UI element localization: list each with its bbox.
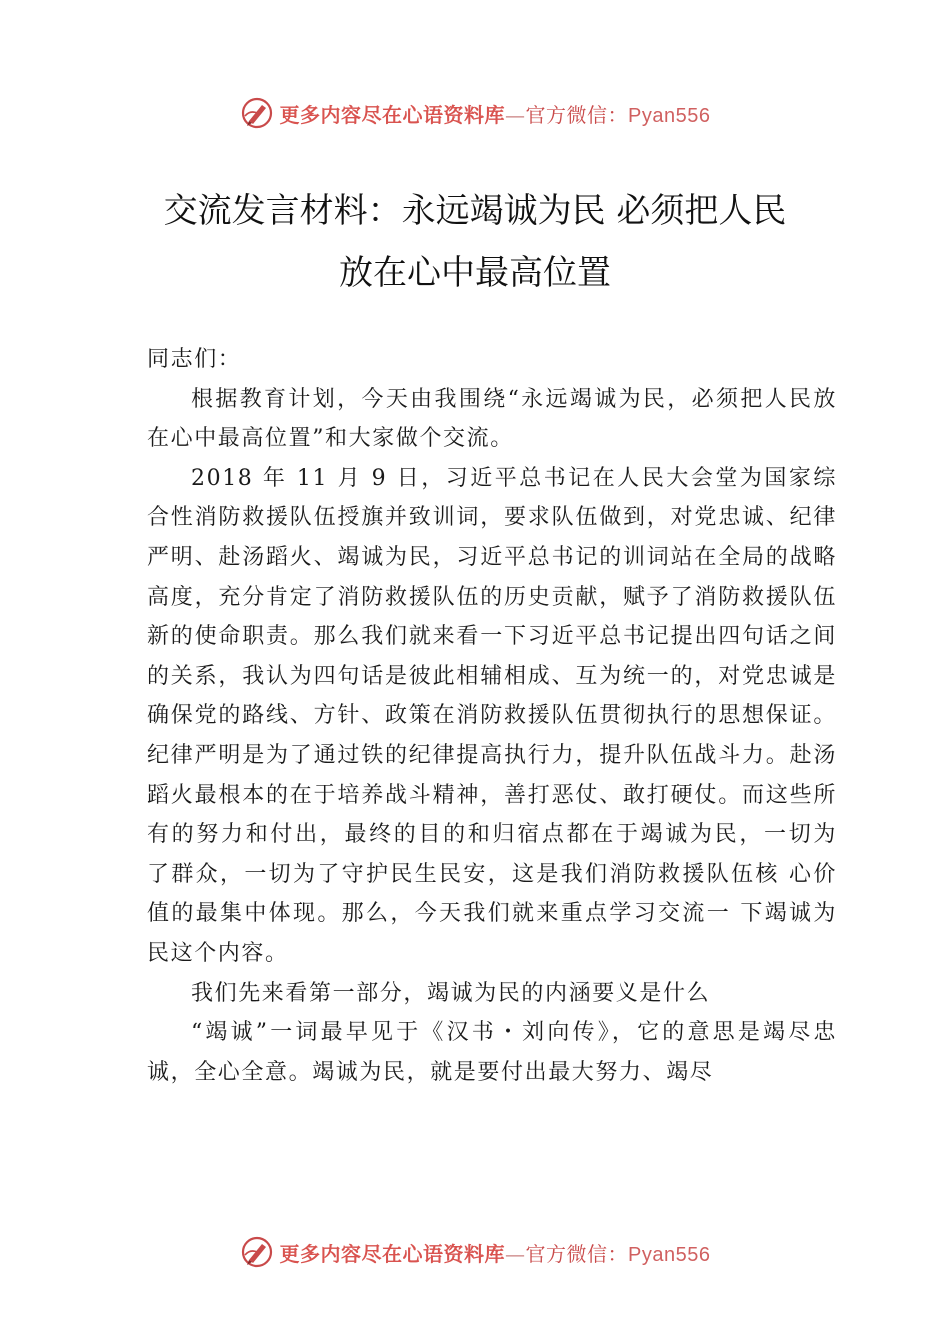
footer-brand: 更多内容尽在心语资料库 bbox=[279, 1241, 506, 1266]
document-body bbox=[147, 340, 837, 1092]
title-line-2: 放在心中最高位置 bbox=[339, 253, 611, 293]
header-brand: 更多内容尽在心语资料库 bbox=[279, 102, 506, 127]
pen-logo-icon bbox=[240, 96, 274, 130]
paragraph: 根据教育计划，今天由我围绕“永远竭诚为民，必须把人民放在心中最高位置”和大家做个交流。 bbox=[147, 386, 837, 452]
greeting: 同志们： bbox=[147, 347, 242, 372]
pen-logo-icon bbox=[240, 1235, 274, 1269]
footer-banner-text bbox=[280, 1238, 711, 1267]
document-title bbox=[100, 180, 850, 304]
footer-banner bbox=[0, 1232, 950, 1272]
paragraph: “竭诚”一词最早见于《汉书・刘向传》，它的意思是竭尽忠诚，全心全意。竭诚为民，就是要付出最大努力、竭尽 bbox=[147, 1020, 837, 1085]
paragraph: 我们先来看第一部分，竭诚为民的内涵要义是什么 bbox=[191, 980, 711, 1006]
footer-separator: — bbox=[505, 1241, 526, 1266]
title-line-1: 交流发言材料：永远竭诚为民 必须把人民 bbox=[163, 191, 787, 231]
header-banner-text bbox=[280, 99, 711, 128]
paragraph: 2018 年 11 月 9 日，习近平总书记在人民大会堂为国家综合性消防救援队伍授旗并致训词，要求队伍做到，对党忠诚、纪律严明、赴汤蹈火、竭诚为民，习近平总书记的训词站在全局的战略高度，充分肯定了消防救援队伍的历史贡献，赋予了消防救援队伍新的使命职责。那么我们就来看一下习近平总书记提出四句话之间的关系，我认为四句话是彼此相辅相成、互为统一的，对党忠诚是确保党的路线、方针、政策在消防救援队伍贯彻执行的思想保证。纪律严明是为了通过铁的纪律提高执行力，提升队伍战斗力。赴汤蹈火最根本的在于培养战斗精神，善打恶仗、敢打硬仗。而这些所有的努力和付出，最终的目的和归宿点都在于竭诚为民，一切为 了群众，一切为了守护民生民安，这是我们消防救援队伍核 心价值的最集中体现。那么，今天我们就来重点学习交流一 下竭诚为民这个内容。 bbox=[147, 465, 837, 966]
header-contact-label: 官方微信： bbox=[525, 102, 629, 127]
footer-contact-id: Pyan556 bbox=[628, 1243, 711, 1266]
footer-contact-label: 官方微信： bbox=[525, 1241, 629, 1266]
header-separator: — bbox=[505, 102, 526, 127]
header-contact-id: Pyan556 bbox=[628, 104, 711, 127]
header-banner bbox=[0, 93, 950, 133]
